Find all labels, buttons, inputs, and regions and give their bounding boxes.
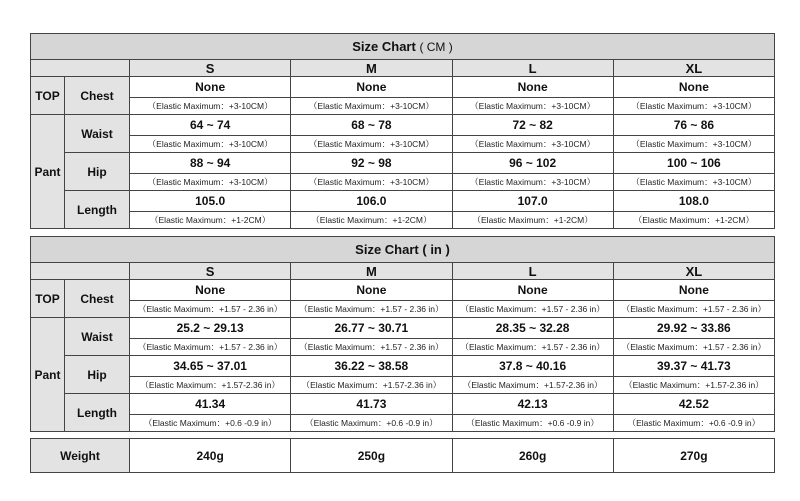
chest-label: Chest <box>65 77 130 115</box>
weight-value-xl: 270g <box>613 439 774 473</box>
waist-note-s: （Elastic Maximum：+3-10CM） <box>130 136 291 153</box>
weight-value-s: 240g <box>130 439 291 473</box>
length-note-l: （Elastic Maximum：+1-2CM） <box>452 212 613 229</box>
hip-value-s: 88 ~ 94 <box>130 153 291 174</box>
pant-category-label: Pant <box>31 115 65 229</box>
waist-value-l: 28.35 ~ 32.28 <box>452 318 613 339</box>
length-note-m: （Elastic Maximum：+1-2CM） <box>291 212 452 229</box>
waist-value-l: 72 ~ 82 <box>452 115 613 136</box>
length-note-xl: （Elastic Maximum：+0.6 -0.9 in） <box>613 415 774 432</box>
hip-note-xl: （Elastic Maximum：+3-10CM） <box>613 174 774 191</box>
chart-title-text: Size Chart <box>355 242 419 257</box>
waist-note-l: （Elastic Maximum：+1.57 - 2.36 in） <box>452 339 613 356</box>
length-value-s: 41.34 <box>130 394 291 415</box>
hip-value-m: 92 ~ 98 <box>291 153 452 174</box>
hip-label: Hip <box>65 153 130 191</box>
waist-value-s: 64 ~ 74 <box>130 115 291 136</box>
waist-note-s: （Elastic Maximum：+1.57 - 2.36 in） <box>130 339 291 356</box>
weight-label: Weight <box>31 439 130 473</box>
chest-note-s: （Elastic Maximum：+1.57 - 2.36 in） <box>130 301 291 318</box>
length-label: Length <box>65 191 130 229</box>
hip-value-s: 34.65 ~ 37.01 <box>130 356 291 377</box>
chest-note-s: （Elastic Maximum：+3-10CM） <box>130 98 291 115</box>
waist-note-m: （Elastic Maximum：+3-10CM） <box>291 136 452 153</box>
chest-value-xl: None <box>613 280 774 301</box>
chest-value-m: None <box>291 77 452 98</box>
waist-value-s: 25.2 ~ 29.13 <box>130 318 291 339</box>
waist-note-xl: （Elastic Maximum：+1.57 - 2.36 in） <box>613 339 774 356</box>
top-category-label: TOP <box>31 280 65 318</box>
chest-note-xl: （Elastic Maximum：+3-10CM） <box>613 98 774 115</box>
hip-note-xl: （Elastic Maximum：+1.57-2.36 in） <box>613 377 774 394</box>
waist-value-xl: 29.92 ~ 33.86 <box>613 318 774 339</box>
waist-value-xl: 76 ~ 86 <box>613 115 774 136</box>
waist-value-m: 26.77 ~ 30.71 <box>291 318 452 339</box>
length-value-m: 106.0 <box>291 191 452 212</box>
hip-note-m: （Elastic Maximum：+1.57-2.36 in） <box>291 377 452 394</box>
hip-value-m: 36.22 ~ 38.58 <box>291 356 452 377</box>
hip-note-m: （Elastic Maximum：+3-10CM） <box>291 174 452 191</box>
chest-label: Chest <box>65 280 130 318</box>
weight-value-m: 250g <box>291 439 452 473</box>
weight-table <box>30 438 775 473</box>
pant-category-label: Pant <box>31 318 65 432</box>
size-header-xl: XL <box>613 263 774 280</box>
chest-note-l: （Elastic Maximum：+3-10CM） <box>452 98 613 115</box>
waist-note-m: （Elastic Maximum：+1.57 - 2.36 in） <box>291 339 452 356</box>
size-chart-in <box>30 236 775 432</box>
length-value-xl: 108.0 <box>613 191 774 212</box>
length-note-s: （Elastic Maximum：+0.6 -0.9 in） <box>130 415 291 432</box>
hip-value-xl: 100 ~ 106 <box>613 153 774 174</box>
chest-value-s: None <box>130 77 291 98</box>
size-header-s: S <box>130 60 291 77</box>
size-header-m: M <box>291 60 452 77</box>
waist-note-xl: （Elastic Maximum：+3-10CM） <box>613 136 774 153</box>
chart-unit: ( CM ) <box>419 40 453 54</box>
chest-note-l: （Elastic Maximum：+1.57 - 2.36 in） <box>452 301 613 318</box>
length-note-l: （Elastic Maximum：+0.6 -0.9 in） <box>452 415 613 432</box>
size-header-m: M <box>291 263 452 280</box>
hip-note-l: （Elastic Maximum：+3-10CM） <box>452 174 613 191</box>
waist-label: Waist <box>65 318 130 356</box>
length-label: Length <box>65 394 130 432</box>
hip-note-l: （Elastic Maximum：+1.57-2.36 in） <box>452 377 613 394</box>
corner-cell <box>31 263 130 280</box>
length-note-xl: （Elastic Maximum：+1-2CM） <box>613 212 774 229</box>
size-header-s: S <box>130 263 291 280</box>
chest-value-xl: None <box>613 77 774 98</box>
chest-value-l: None <box>452 280 613 301</box>
chest-value-s: None <box>130 280 291 301</box>
size-header-xl: XL <box>613 60 774 77</box>
chest-note-m: （Elastic Maximum：+1.57 - 2.36 in） <box>291 301 452 318</box>
chest-value-l: None <box>452 77 613 98</box>
length-value-l: 107.0 <box>452 191 613 212</box>
chart-title-text: Size Chart <box>352 39 416 54</box>
waist-value-m: 68 ~ 78 <box>291 115 452 136</box>
length-value-xl: 42.52 <box>613 394 774 415</box>
top-category-label: TOP <box>31 77 65 115</box>
length-note-s: （Elastic Maximum：+1-2CM） <box>130 212 291 229</box>
hip-value-xl: 39.37 ~ 41.73 <box>613 356 774 377</box>
length-value-l: 42.13 <box>452 394 613 415</box>
size-header-l: L <box>452 263 613 280</box>
hip-label: Hip <box>65 356 130 394</box>
chest-value-m: None <box>291 280 452 301</box>
hip-note-s: （Elastic Maximum：+1.57-2.36 in） <box>130 377 291 394</box>
length-note-m: （Elastic Maximum：+0.6 -0.9 in） <box>291 415 452 432</box>
hip-value-l: 37.8 ~ 40.16 <box>452 356 613 377</box>
waist-note-l: （Elastic Maximum：+3-10CM） <box>452 136 613 153</box>
hip-value-l: 96 ~ 102 <box>452 153 613 174</box>
size-chart-cm <box>30 33 775 229</box>
waist-label: Waist <box>65 115 130 153</box>
chart-title <box>31 34 775 60</box>
size-header-l: L <box>452 60 613 77</box>
chest-note-m: （Elastic Maximum：+3-10CM） <box>291 98 452 115</box>
chest-note-xl: （Elastic Maximum：+1.57 - 2.36 in） <box>613 301 774 318</box>
chart-title <box>31 237 775 263</box>
weight-value-l: 260g <box>452 439 613 473</box>
hip-note-s: （Elastic Maximum：+3-10CM） <box>130 174 291 191</box>
corner-cell <box>31 60 130 77</box>
chart-unit: ( in ) <box>422 242 450 257</box>
length-value-m: 41.73 <box>291 394 452 415</box>
length-value-s: 105.0 <box>130 191 291 212</box>
